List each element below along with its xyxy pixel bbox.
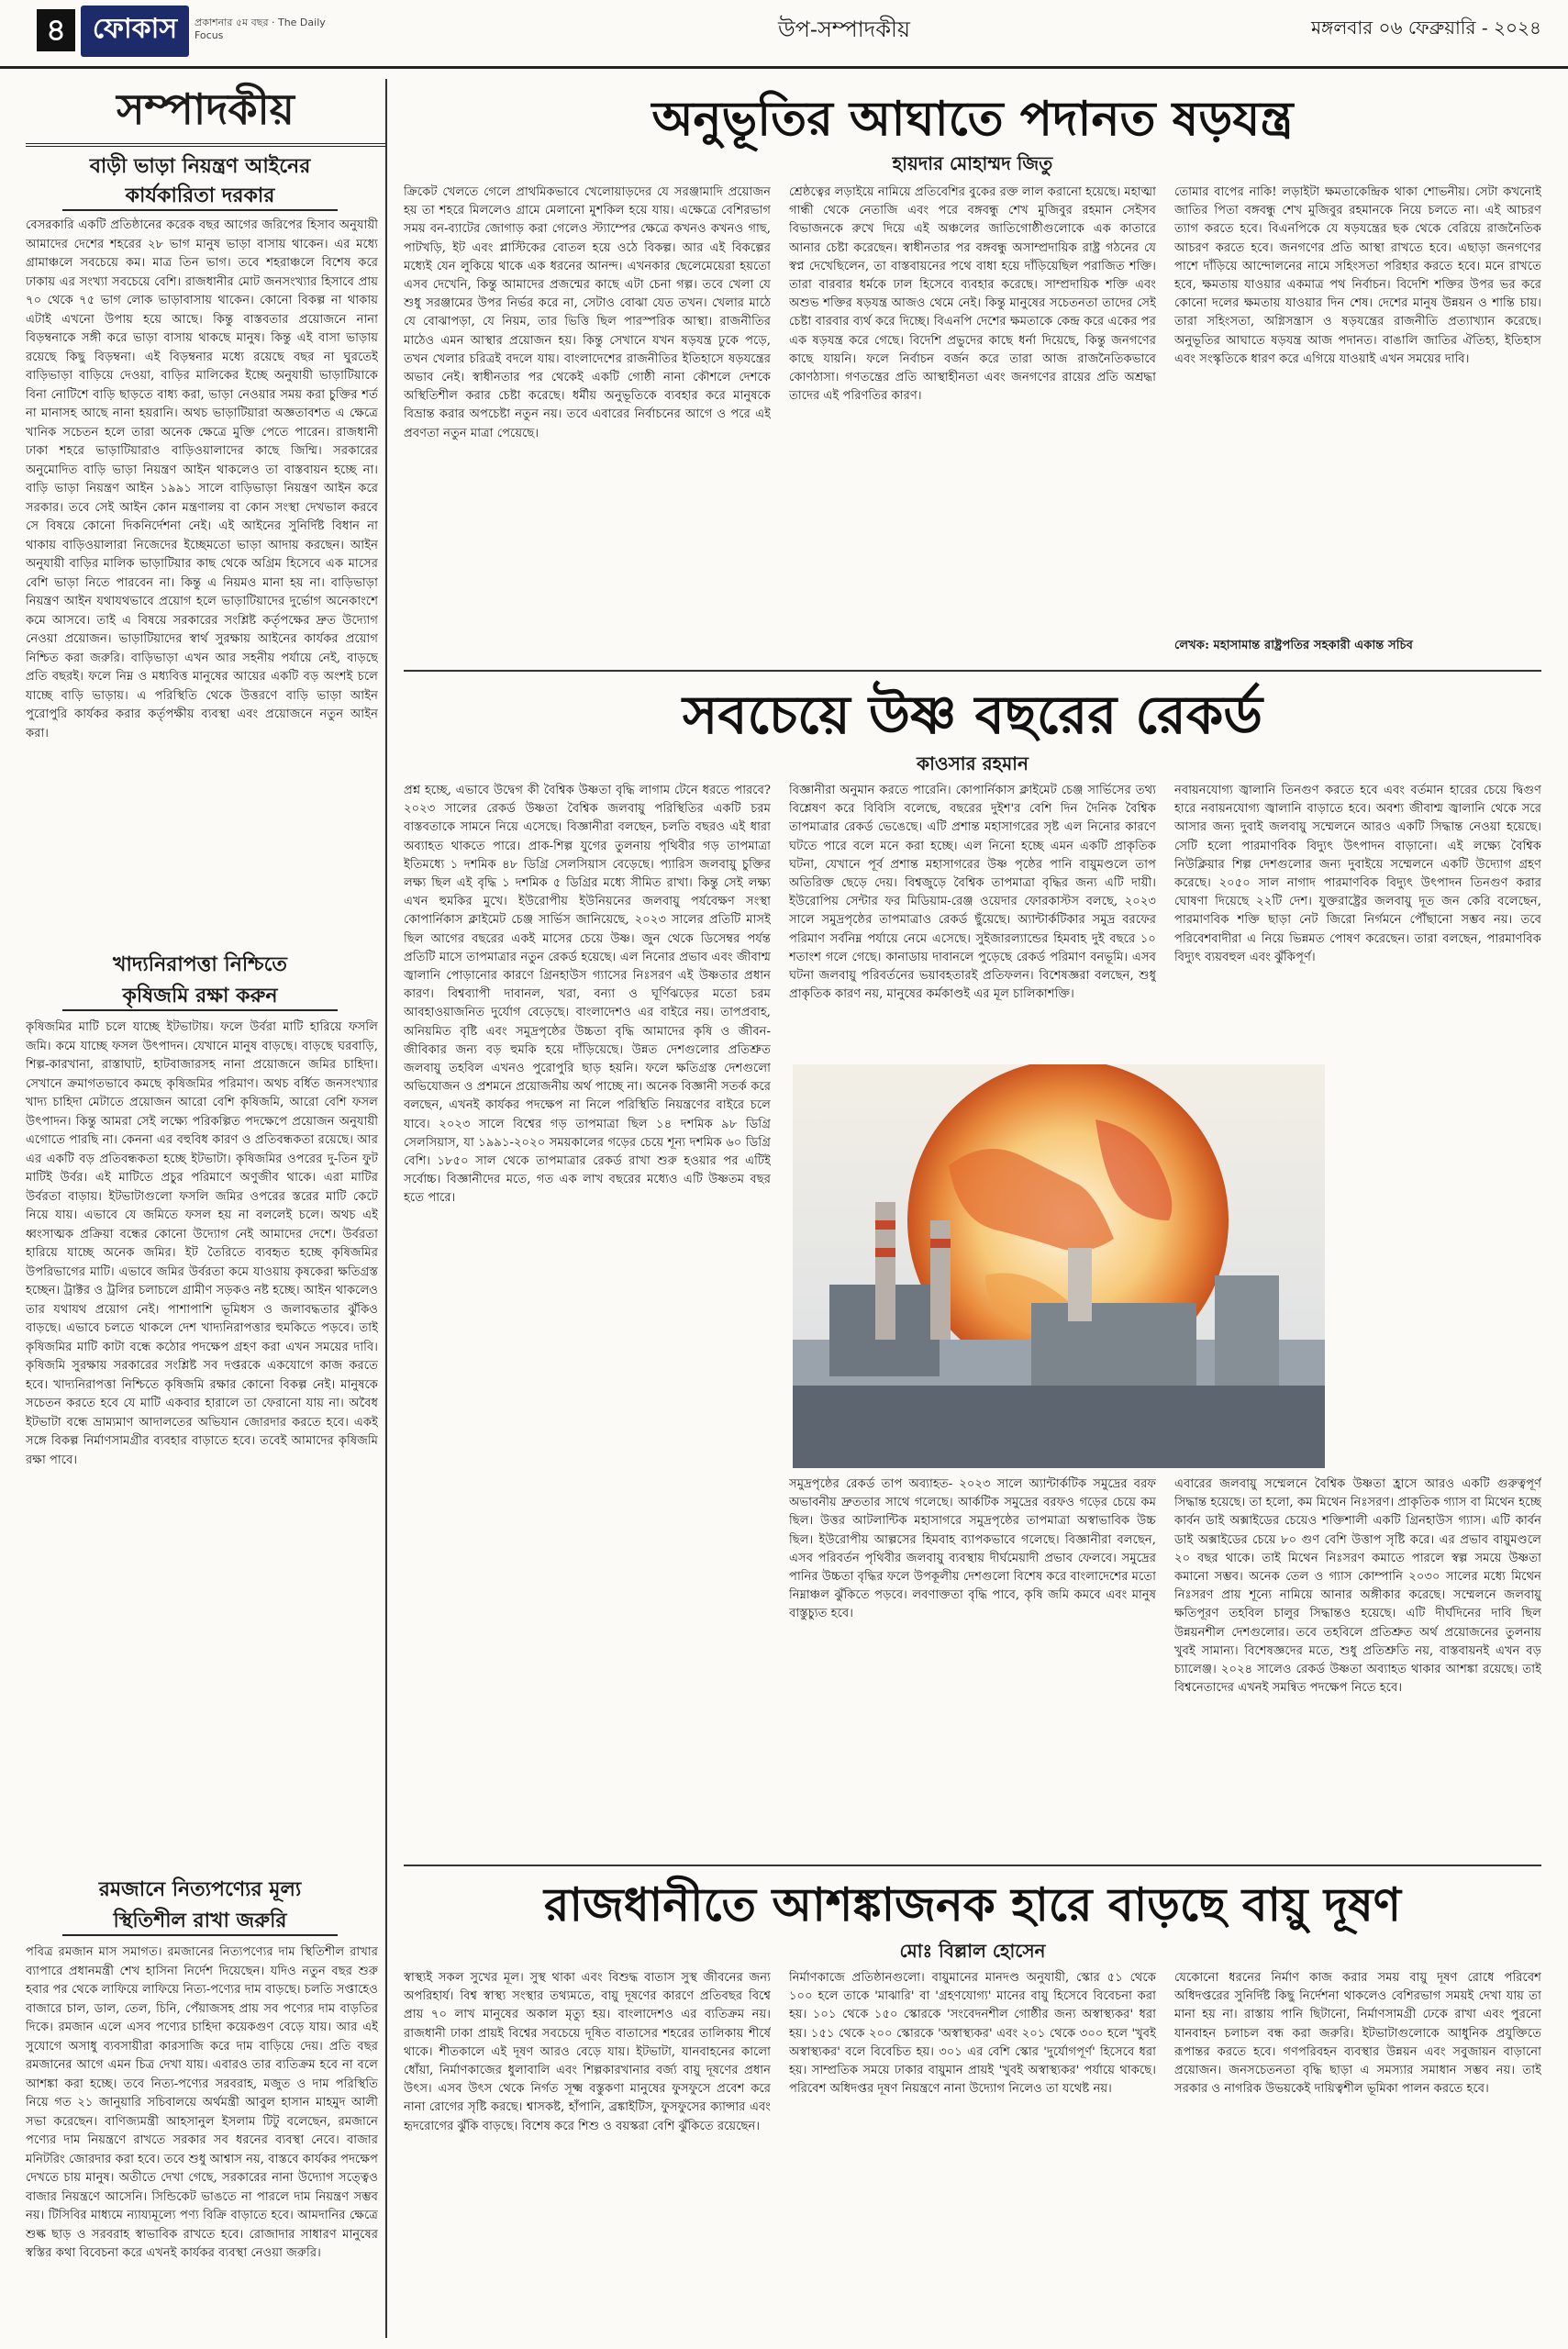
editorial-1-title-line1: বাড়ী ভাড়া নিয়ন্ত্রণ আইনের (89, 154, 311, 178)
article-3-col-1: স্বাস্থ্যই সকল সুখের মূল। সুস্থ থাকা এবং বিশুদ্ধ বাতাস সুস্থ জীবনের জন্য অপরিহার্য। বিশ্ব স্বাস্থ্য সংস্থার তথ্যমতে, বায়ু দূষণের কারণে প্রতিবছর বিশ্বে প্রায় ৭০ লাখ মানুষের অকাল মৃত্যু হয়। বাংলাদেশও এর ব্যতিক্রম নয়। রাজধানী ঢাকা প্রায়ই বিশ্বের সবচেয়ে দূষিত বাতাসের শহরের তালিকায় শীর্ষে থাকে। শীতকালে এই দূষণ আরও বেড়ে যায়। ইটভাটা, যানবাহনের কালো ধোঁয়া, নির্মাণকাজের ধুলাবালি এবং শিল্পকারখানার বর্জ্য বায়ু দূষণের প্রধান উৎস। এসব উৎস থেকে নির্গত সূক্ষ্ম বস্তুকণা মানুষের ফুসফুসে প্রবেশ করে নানা রোগের সৃষ্টি করছে। শ্বাসকষ্ট, হাঁপানি, ব্রঙ্কাইটিস, ফুসফুসের ক্যান্সার এবং হৃদরোগের ঝুঁকি বাড়ছে। বিশেষ করে শিশু ও বয়স্করা বেশি ঝুঁকিতে রয়েছেন। (404, 1971, 771, 2133)
editorial-1-body: বেসরকারি একটি প্রতিষ্ঠানের করেক বছর আগের জরিপের হিসাব অনুযায়ী আমাদের দেশের শহরের ২৮ ভাগ মানুষ ভাড়া বাসায় থাকেন। এর মধ্যে গ্রামাঞ্চলে সবচেয়ে কম। মাত্র তিন ভাগ। তবে শহরাঞ্চলে বিশেষ করে ঢাকায় এর সংখ্যা সবচেয়ে বেশি। রাজধানীর মোট জনসংখ্যার হিসাবে প্রায় ৭০ থেকে ৭৫ ভাগ লোক ভাড়াবাসায় থাকেন। কোনো বিকল্প না থাকায় এটাই এখনো উপায় হয়ে আছে। কিন্তু বাস্তবতার প্রয়োজনে নানা বিড়ম্বনাকে সঙ্গী করে ভাড়া বাসায় থাকছে মানুষ। কিন্তু এই বাসা ভাড়ায় রয়েছে কিছু বিড়ম্বনা। এই বিড়ম্বনার মধ্যে রয়েছে বছর না ঘুরতেই বাড়িভাড়া বাড়িয়ে দেওয়া, বাড়ির মালিকের ইচ্ছে অনুযায়ী ভাড়াটিয়াকে বিনা নোটিশে বাড়ি ছাড়তে বাধ্য করা, ভাড়া নেওয়ার সময় করা চুক্তির শর্ত না মানাসহ আছে নানা হয়রানি। অথচ ভাড়াটিয়ারা অজ্ঞতাবশত এ ক্ষেত্রে খানিক সচেতন হলে তারা অনেক ক্ষেত্রে মুক্তি পেতে পারেন। রাজধানী ঢাকা শহরে ভাড়াটিয়ারাও বাড়িওয়ালাদের কাছে জিম্মি। সরকারের অনুমোদিত বাড়ি ভাড়া নিয়ন্ত্রণ আইন থাকলেও তা বাস্তবায়ন হচ্ছে না। বাড়ি ভাড়া নিয়ন্ত্রণ আইন ১৯৯১ সালে বাড়িভাড়া নিয়ন্ত্রণ আইন করে সরকার। তবে সেই আইন কোন মন্ত্রণালয় বা কোন সংস্থা দেখভাল করবে সে বিষয়ে কোনো দিকনির্দেশনা নেই। এই আইনের সুনির্দিষ্ট বিধান না থাকায় বাড়িওয়ালারা নিজেদের ইচ্ছেমতো ভাড়া আদায় করছেন। আইন অনুযায়ী বাড়ির মালিক ভাড়াটিয়ার কাছ থেকে অগ্রিম হিসেবে এক মাসের বেশি ভাড়া নিতে পারবেন না। কিন্তু এ নিয়মও মানা হয় না। বাড়িভাড়া নিয়ন্ত্রণ আইন যথাযথভাবে প্রয়োগ হলে ভাড়াটিয়াদের দুর্ভোগ অনেকাংশে কমে আসবে। তাই এ বিষয়ে সরকারের সংশ্লিষ্ট কর্তৃপক্ষের দ্রুত উদ্যোগ নেওয়া প্রয়োজন। ভাড়াটিয়াদের স্বার্থ সুরক্ষায় আইনের কার্যকর প্রয়োগ নিশ্চিত করা জরুরি। বাড়িভাড়া এখন আর সহনীয় পর্যায়ে নেই, বাড়ছে প্রতি বছরই। ফলে নিম্ন ও মধ্যবিত্ত মানুষের আয়ের একটি বড় অংশই চলে যাচ্ছে বাড়ি ভাড়ায়। এ পরিস্থিতি থেকে উত্তরণে বাড়ি ভাড়া আইন পুরোপুরি কার্যকর করার কর্তৃপক্ষীয় ব্যবস্থা এবং প্রয়োজনে নতুন আইন করা। (26, 218, 378, 740)
article-2-col-3: নবায়নযোগ্য জ্বালানি তিনগুণ করতে হবে এবং বর্তমান হারের চেয়ে দ্বিগুণ হারে নবায়নযোগ্য জ্বালানি বাড়াতে হবে। অবশ্য জীবাশ্ম জ্বালানি থেকে সরে আসার জন্য দুবাই জলবায়ু সম্মেলনে আরও একটি সিদ্ধান্ত নেওয়া হয়েছে। সেটি হলো পারমাণবিক বিদ্যুৎ উৎপাদন বাড়ানো। এই লক্ষ্যে বৈশ্বিক নিউক্লিয়ার শিল্প দেশগুলোর জন্য দুবাইয়ে সম্মেলনে একটি উদ্যোগ গ্রহণ করেছে। ২০৫০ সাল নাগাদ পারমাণবিক বিদ্যুৎ উৎপাদন তিনগুণ করার ঘোষণা দিয়েছে ২২টি দেশ। যুক্তরাষ্ট্রের জলবায়ু দূত জন কেরি বলেছেন, পারমাণবিক শক্তি ছাড়া নেট জিরো নির্গমনে পৌঁছানো সম্ভব নয়। তবে পরিবেশবাদীরা এ নিয়ে ভিন্নমত পোষণ করেছেন। তারা বলছেন, পারমাণবিক বিদ্যুৎ ব্যয়বহুল এবং ঝুঁকিপূর্ণ। (1174, 784, 1541, 964)
newspaper-logo[interactable]: ফোকাস (81, 6, 189, 57)
article-1-headline[interactable]: অনুভূতির আঘাতে পদানত ষড়যন্ত্র (651, 91, 1294, 147)
article-2-col-2b: সমুদ্রপৃষ্ঠের রেকর্ড তাপ অব্যাহত- ২০২৩ সালে অ্যান্টার্কটিক সমুদ্রের বরফ অভাবনীয় দ্রুততার সাথে গলেছে। আর্কটিক সমুদ্রের বরফও গড়ের চেয়ে কম ছিল। উত্তর আটলান্টিক মহাসাগরে সমুদ্রপৃষ্ঠের তাপমাত্রা অস্বাভাবিক উচ্চ ছিল। ইউরোপীয় আল্পসের হিমবাহ ব্যাপকভাবে গলেছে। বিজ্ঞানীরা বলছেন, এসব পরিবর্তন পৃথিবীর জলবায়ু ব্যবস্থায় দীর্ঘমেয়াদী প্রভাব ফেলবে। সমুদ্রের পানির উচ্চতা বৃদ্ধির ফলে উপকূলীয় দেশগুলো বিশেষ করে বাংলাদেশের মতো নিম্নাঞ্চল ঝুঁকিতে পড়বে। লবণাক্ততা বৃদ্ধি পাবে, কৃষি জমি কমবে এবং মানুষ বাস্তুচ্যুত হবে। (789, 1477, 1156, 1621)
climate-illustration (793, 1064, 1325, 1468)
article-3-headline[interactable]: রাজধানীতে আশঙ্কাজনক হারে বাড়ছে বায়ু দূষণ (544, 1877, 1401, 1932)
editorial-column (26, 79, 387, 2338)
article-3-byline: মোঃ বিল্লাল হোসেন (899, 1940, 1046, 1962)
page-number: ৪ (37, 9, 75, 51)
newspaper-tagline: প্রকাশনার ৫ম বছর · The Daily Focus (195, 17, 326, 41)
editorial-3-title-line2: স্থিতিশীল রাখা জরুরি (62, 1907, 338, 1936)
section-title: উপ-সম্পাদকীয় (777, 17, 911, 42)
article-2-col-1: প্রশ্ন হচ্ছে, এভাবে উদ্বেগ কী বৈশ্বিক উষ্ণতা বৃদ্ধি লাগাম টেনে ধরতে পারবে? ২০২৩ সালের রেকর্ড উষ্ণতা বৈশ্বিক জলবায়ু পরিস্থিতির একটি চরম বাস্তবতাকে সামনে নিয়ে এসেছে। বিজ্ঞানীরা বলছেন, চলতি বছরও এই ধারা অব্যাহত থাকতে পারে। প্রাক-শিল্প যুগের তুলনায় পৃথিবীর গড় তাপমাত্রা ইতিমধ্যে ১ দশমিক ৪৮ ডিগ্রি সেলসিয়াস বেড়েছে। প্যারিস জলবায়ু চুক্তির লক্ষ্য ছিল এই বৃদ্ধি ১ দশমিক ৫ ডিগ্রির মধ্যে সীমিত রাখা। কিন্তু সেই লক্ষ্য এখন হুমকির মুখে। ইউরোপীয় ইউনিয়নের জলবায়ু পর্যবেক্ষণ সংস্থা কোপার্নিকাস ক্লাইমেট চেঞ্জ সার্ভিস জানিয়েছে, ২০২৩ সালের প্রতিটি মাসই ছিল আগের বছরের একই মাসের চেয়ে উষ্ণ। জুন থেকে ডিসেম্বর পর্যন্ত প্রতিটি মাসে তাপমাত্রার নতুন রেকর্ড হয়েছে। এল নিনোর প্রভাব এবং জীবাশ্ম জ্বালানি পোড়ানোর কারণে গ্রিনহাউস গ্যাসের নিঃসরণ এই উষ্ণতার প্রধান কারণ। বিশ্বব্যাপী দাবানল, খরা, বন্যা ও ঘূর্ণিঝড়ের মতো চরম আবহাওয়াজনিত দুর্যোগ বেড়েছে। বাংলাদেশও এর বাইরে নয়। তাপপ্রবাহ, অনিয়মিত বৃষ্টি এবং সমুদ্রপৃষ্ঠের উচ্চতা বৃদ্ধি আমাদের কৃষি ও জীবন-জীবিকার জন্য বড় হুমকি হয়ে দাঁড়িয়েছে। উন্নত দেশগুলোর প্রতিশ্রুত জলবায়ু তহবিল এখনও পুরোপুরি ছাড় হয়নি। ফলে ক্ষতিগ্রস্ত দেশগুলো অভিযোজন ও প্রশমনে প্রয়োজনীয় অর্থ পাচ্ছে না। অনেক বিজ্ঞানী সতর্ক করে বলছেন, এখনই কার্যকর পদক্ষেপ না নিলে পরিস্থিতি নিয়ন্ত্রণের বাইরে চলে যাবে। ২০২৩ সালে বিশ্বের গড় তাপমাত্রা ছিল ১৪ দশমিক ৯৮ ডিগ্রি সেলসিয়াস, যা ১৯৯১-২০২০ সময়কালের গড়ের চেয়ে শূন্য দশমিক ৬০ ডিগ্রি বেশি। ১৮৫০ সাল থেকে তাপমাত্রার রেকর্ড রাখা শুরু হওয়ার পর এটিই সর্বোচ্চ। বিজ্ঞানীদের মতে, গত এক লাখ বছরের মধ্যেও এটি উষ্ণতম বছর হতে পারে। (404, 784, 771, 1206)
article-1-byline: হায়দার মোহাম্মদ জিতু (892, 152, 1053, 174)
article-2-col-3b: এবারের জলবায়ু সম্মেলনে বৈশ্বিক উষ্ণতা হ্রাসে আরও একটি গুরুত্বপূর্ণ সিদ্ধান্ত হয়েছে। তা হলো, কম মিথেন নিঃসরণ। প্রাকৃতিক গ্যাস বা মিথেন হচ্ছে কার্বন ডাই অক্সাইডের চেয়েও শক্তিশালী একটি গ্রিনহাউস গ্যাস। এটি কার্বন ডাই অক্সাইডের চেয়ে ৮০ গুণ বেশি উত্তাপ সৃষ্টি করে। এর প্রভাব বায়ুমণ্ডলে ২০ বছর থাকে। তাই মিথেন নিঃসরণ কমাতে পারলে স্বল্প সময়ে উষ্ণতা কমানো সম্ভব। অনেক তেল ও গ্যাস কোম্পানি ২০৩০ সালের মধ্যে মিথেন নিঃসরণ প্রায় শূন্যে নামিয়ে আনার অঙ্গীকার করেছে। সম্মেলনে জলবায়ু ক্ষতিপূরণ তহবিল চালুর সিদ্ধান্তও হয়েছে। এটি দীর্ঘদিনের দাবি ছিল উন্নয়নশীল দেশগুলোর। তবে তহবিলে প্রতিশ্রুত অর্থ প্রয়োজনের তুলনায় খুবই সামান্য। বিশেষজ্ঞদের মতে, শুধু প্রতিশ্রুতি নয়, বাস্তবায়নই এখন বড় চ্যালেঞ্জ। ২০২৪ সালেও রেকর্ড উষ্ণতা অব্যাহত থাকার আশঙ্কা রয়েছে। তাই বিশ্বনেতাদের এখনই সমন্বিত পদক্ষেপ নিতে হবে। (1174, 1477, 1541, 1696)
article-2-byline: কাওসার রহমান (917, 752, 1029, 774)
globe-factory-icon (793, 1064, 1325, 1468)
editorial-banner: সম্পাদকীয় (26, 79, 385, 147)
article-1-author-note: লেখক: মহাসামান্ত রাষ্ট্রপতির সহকারী একান্ত সচিব (1174, 639, 1413, 652)
article-2-col-2: বিজ্ঞানীরা অনুমান করতে পারেনি। কোপার্নিকাস ক্লাইমেট চেঞ্জ সার্ভিসের তথ্য বিশ্লেষণ করে বিবিসি বলেছে, বছরের দুইশ'র বেশি দিন দৈনিক বৈশ্বিক তাপমাত্রার রেকর্ড ভেঙেছে। এটি প্রশান্ত মহাসাগরের সৃষ্ট এল নিনোর কারণে ঘটতে পারে বলে মনে করা হচ্ছে। এল নিনো হচ্ছে এমন একটি প্রাকৃতিক ঘটনা, যেখানে পূর্ব প্রশান্ত মহাসাগরের উষ্ণ পৃষ্ঠের পানি বায়ুমণ্ডলে তাপ অতিরিক্ত ছেড়ে দেয়। বিশ্বজুড়ে বৈশ্বিক তাপমাত্রা বৃদ্ধির জন্য এটি দায়ী। ইউরোপিয় সেন্টার ফর মিডিয়াম-রেঞ্জ ওয়েদার ফোরকাস্টস বলছে, ২০২৩ সালে সমুদ্রপৃষ্ঠের তাপমাত্রাও রেকর্ড ছুঁয়েছে। অ্যান্টার্কটিকার সমুদ্র বরফের পরিমাণ সর্বনিম্ন পর্যায়ে নেমে এসেছে। সুইজারল্যান্ডের হিমবাহ দুই বছরে ১০ শতাংশ গলে গেছে। কানাডায় দাবানলে পুড়েছে রেকর্ড পরিমাণ বনভূমি। এসব ঘটনা জলবায়ু পরিবর্তনের ভয়াবহতারই প্রতিফলন। বিশেষজ্ঞরা বলছেন, শুধু প্রাকৃতিক কারণ নয়, মানুষের কর্মকাণ্ডই এর মূল চালিকাশক্তি। (789, 784, 1156, 1002)
editorial-3-body: পবিত্র রমজান মাস সমাগত। রমজানের নিত্যপণ্যের দাম স্থিতিশীল রাখার ব্যাপারে প্রধানমন্ত্রী শেখ হাসিনা নির্দেশ দিয়েছেন। যদিও নতুন বছর শুরু হবার পর থেকে লাফিয়ে লাফিয়ে নিত্য-পণ্যের দাম বাড়ছে। চলতি সপ্তাহেও বাজারে চাল, ডাল, তেল, চিনি, পেঁয়াজসহ প্রায় সব পণ্যের দাম বাড়তির দিকে। রমজান এলে এসব পণ্যের চাহিদা কয়েকগুণ বেড়ে যায়। আর এই সুযোগে অসাধু ব্যবসায়ীরা কারসাজি করে দাম বাড়িয়ে দেয়। প্রতি বছর রমজানের আগে এমন চিত্র দেখা যায়। এবারও তার ব্যতিক্রম হবে না বলে আশঙ্কা করা হচ্ছে। তবে নিত্য-পণ্যের সরবরাহ, মজুত ও দাম পরিস্থিতি নিয়ে গত ২১ জানুয়ারি সচিবালয়ে অর্থমন্ত্রী আবুল হাসান মাহমুদ আলী সভা করেছেন। বাণিজ্যমন্ত্রী আহসানুল ইসলাম টিটু বলেছেন, রমজানে পণ্যের দাম নিয়ন্ত্রণে রাখতে সরকার সব ধরনের ব্যবস্থা নেবে। বাজার মনিটরিং জোরদার করা হবে। তবে শুধু আশ্বাস নয়, বাস্তবে কার্যকর পদক্ষেপ দেখতে চায় মানুষ। অতীতে দেখা গেছে, সরকারের নানা উদ্যোগ সত্ত্বেও বাজার নিয়ন্ত্রণে আসেনি। সিন্ডিকেট ভাঙতে না পারলে দাম নিয়ন্ত্রণ সম্ভব নয়। টিসিবির মাধ্যমে ন্যায্যমূল্যে পণ্য বিক্রি বাড়াতে হবে। আমদানির ক্ষেত্রে শুল্ক ছাড় ও সরবরাহ স্বাভাবিক রাখতে হবে। রোজাদার সাধারণ মানুষের স্বস্তির কথা বিবেচনা করে এখনই কার্যকর ব্যবস্থা নেওয়া জরুরি। (26, 1945, 378, 2260)
article-3-col-2: নির্মাণকাজে প্রতিষ্ঠানগুলো। বায়ুমানের মানদণ্ড অনুযায়ী, স্কোর ৫১ থেকে ১০০ হলে তাকে 'মাঝারি' বা 'গ্রহণযোগ্য' মানের বায়ু হিসেবে বিবেচনা করা হয়। ১০১ থেকে ১৫০ স্কোরকে 'সংবেদনশীল গোষ্ঠীর জন্য অস্বাস্থ্যকর' ধরা হয়। ১৫১ থেকে ২০০ স্কোরকে 'অস্বাস্থ্যকর' এবং ২০১ থেকে ৩০০ হলে 'খুবই অস্বাস্থ্যকর' বলে বিবেচিত হয়। ৩০১ এর বেশি স্কোর 'দুর্যোগপূর্ণ' হিসেবে ধরা হয়। সাম্প্রতিক সময়ে ঢাকার বায়ুমান প্রায়ই 'খুবই অস্বাস্থ্যকর' পর্যায়ে থাকছে। পরিবেশ অধিদপ্তর দূষণ নিয়ন্ত্রণে নানা উদ্যোগ নিলেও তা যথেষ্ট নয়। (789, 1971, 1156, 2097)
article-1-col-3: তোমার বাপের নাকি! লড়াইটা ক্ষমতাকেন্দ্রিক থাকা শোভনীয়। সেটা কখনোই জাতির পিতা বঙ্গবন্ধু শেখ মুজিবুর রহমানকে নিয়ে চলতে না। এই আচরণ ত্যাগ করতে হবে। বিএনপিকে যে ষড়যন্ত্রের ছক থেকে বেরিয়ে রাজনৈতিক আচরণ করতে হবে। জনগণের প্রতি আস্থা রাখতে হবে। এছাড়া জনগণের পাশে দাঁড়িয়ে আন্দোলনের নামে সহিংসতা পরিহার করতে হবে। মনে রাখতে হবে, ক্ষমতায় যাওয়ার একমাত্র পথ নির্বাচন। বিদেশি শক্তির উপর ভর করে কোনো দলের ক্ষমতায় যাওয়ার দিন শেষ। দেশের মানুষ উন্নয়ন ও শান্তি চায়। তারা সহিংসতা, অগ্নিসন্ত্রাস ও ষড়যন্ত্রের রাজনীতি প্রত্যাখ্যান করেছে। অনুভূতির আঘাতে ষড়যন্ত্র আজ পদানত। বাঙালি জাতির ঐতিহ্য, ইতিহাস এবং সংস্কৃতিকে ধারণ করে এগিয়ে যাওয়াই এখন সময়ের দাবি। (1174, 185, 1541, 366)
editorial-2-title-line1: খাদ্যনিরাপত্তা নিশ্চিতে (113, 952, 287, 976)
article-1-col-2: শ্রেষ্ঠত্বের লড়াইয়ে নামিয়ে প্রতিবেশির বুকের রক্ত লাল করানো হয়েছে। মহাত্মা গান্ধী থেকে নেতাজি এবং পরে বঙ্গবন্ধু শেখ মুজিবুর রহমান সেইসব বিভাজনকে রুখে দিয়ে এই অঞ্চলের জাতিগোষ্ঠীগুলোকে এক কাতারে আনার চেষ্টা করেছেন। স্বাধীনতার পর বঙ্গবন্ধু অসাম্প্রদায়িক রাষ্ট্র গঠনের যে স্বপ্ন দেখেছিলেন, তা বাস্তবায়নের পথে বাধা হয়ে দাঁড়িয়েছিল পরাজিত শক্তি। তারা বারবার ধর্মকে ঢাল হিসেবে ব্যবহার করেছে। সাম্প্রদায়িক শক্তি এবং অশুভ শক্তির ষড়যন্ত্র আজও থেমে নেই। কিন্তু মানুষের সচেতনতা তাদের সেই চেষ্টা বারবার ব্যর্থ করে দিচ্ছে। বিএনপি দেশের ক্ষমতাকে কেন্দ্র করে একের পর এক ষড়যন্ত্র করে গেছে। বিদেশি প্রভুদের কাছে ধর্না দিয়েছে, কিন্তু জনগণের কাছে যায়নি। ফলে নির্বাচন বর্জন করে তারা আজ রাজনৈতিকভাবে কোণঠাসা। গণতন্ত্রের প্রতি আস্থাহীনতা এবং জনগণের রায়ের প্রতি অশ্রদ্ধা তাদের এই পরিণতির কারণ। (789, 185, 1156, 404)
article-2-headline[interactable]: সবচেয়ে উষ্ণ বছরের রেকর্ড (682, 684, 1263, 746)
editorial-2-body: কৃষিজমির মাটি চলে যাচ্ছে ইটভাটায়। ফলে উর্বরা মাটি হারিয়ে ফসলি জমি। কমে যাচ্ছে ফসল উৎপাদন। যেখানে মানুষ বাড়ছে। বাড়ছে ঘরবাড়ি, শিল্প-কারখানা, রাস্তাঘাট, হাটবাজারসহ নানা প্রয়োজনে জমির চাহিদা। সেখানে ক্রমাগতভাবে কমছে কৃষিজমির পরিমাণ। অথচ বর্ধিত জনসংখ্যার খাদ্য চাহিদা মেটাতে প্রয়োজন আরো বেশি কৃষিজমি, আরো বেশি ফসল উৎপাদন। কিন্তু আমরা সেই লক্ষ্যে পরিকল্পিত পদক্ষেপে প্রয়োজন অনুযায়ী এগোতে পারছি না। কেননা এর বহুবিধ কারণ ও প্রতিবন্ধকতা রয়েছে। আর এর একটি বড় প্রতিবন্ধকতা হচ্ছে ইটভাটা। কৃষিজমির ওপরের দু-তিন ফুট মাটিই উর্বর। এই মাটিতে প্রচুর পরিমাণে অণুজীব থাকে। এরা মাটির উর্বরতা বাড়ায়। ইটভাটাগুলো ফসলি জমির ওপরের স্তরের মাটি কেটে নিয়ে যায়। এভাবে যে জমিতে ফসল হয় না বললেই চলে। অথচ এই ধ্বংসাত্মক প্রক্রিয়া বন্ধের কোনো উদ্যোগ নেই আমাদের দেশে। উর্বরতা হারিয়ে যাচ্ছে অনেক জমির। ইট তৈরিতে ব্যবহৃত হচ্ছে কৃষিজমির উপরিভাগের মাটি। এভাবে জমির উর্বরতা কমে যাওয়ায় কৃষকেরা ক্ষতিগ্রস্ত হচ্ছেন। ট্রাক্টর ও ট্রলির চলাচলে গ্রামীণ সড়কও নষ্ট হচ্ছে। আইন থাকলেও তার যথাযথ প্রয়োগ নেই। পাশাপাশি ভূমিধস ও জলাবদ্ধতার ঝুঁকিও বাড়ছে। এভাবে চলতে থাকলে দেশ খাদ্যনিরাপত্তার হুমকিতে পড়বে। তাই কৃষিজমির মাটি কাটা বন্ধে কঠোর পদক্ষেপ গ্রহণ করা এখন সময়ের দাবি। কৃষিজমি সুরক্ষায় সরকারের সংশ্লিষ্ট সব দপ্তরকে একযোগে কাজ করতে হবে। খাদ্যনিরাপত্তা নিশ্চিতে কৃষিজমি রক্ষার কোনো বিকল্প নেই। মানুষকে সচেতন করতে হবে যে মাটি একবার হারালে তা ফেরানো যায় না। অবৈধ ইটভাটা বন্ধে ভ্রাম্যমাণ আদালতের অভিযান জোরদার করতে হবে। একই সঙ্গে বিকল্প নির্মাণসামগ্রীর ব্যবহার বাড়াতে হবে। তবেই আমাদের কৃষিজমি রক্ষা পাবে। (26, 1020, 378, 1467)
article-divider (404, 1865, 1541, 1866)
editorial-3-title-line1: রমজানে নিত্যপণ্যের মূল্য (98, 1877, 302, 1901)
article-divider (404, 670, 1541, 672)
page-header (0, 0, 1568, 69)
editorial-1-title-line2: কার্যকারিতা দরকার (62, 182, 338, 211)
issue-date: মঙ্গলবার ০৬ ফেব্রুয়ারি - ২০২৪ (1310, 17, 1541, 39)
editorial-2-title-line2: কৃষিজমি রক্ষা করুন (62, 982, 338, 1011)
article-3-col-3: যেকোনো ধরনের নির্মাণ কাজ করার সময় বায়ু দূষণ রোধে পরিবেশ অধিদপ্তরের সুনির্দিষ্ট কিছু নির্দেশনা থাকলেও বেশিরভাগ সময়ই দেখা যায় তা মানা হয় না। রাস্তায় পানি ছিটানো, নির্মাণসামগ্রী ঢেকে রাখা এবং পুরনো যানবাহন চলাচল বন্ধ করা জরুরি। ইটভাটাগুলোকে আধুনিক প্রযুক্তিতে রূপান্তর করতে হবে। গণপরিবহন ব্যবস্থার উন্নয়ন এবং সবুজায়ন বাড়ানো প্রয়োজন। জনসচেতনতা বৃদ্ধি ছাড়া এ সমস্যার সমাধান সম্ভব নয়। তাই সরকার ও নাগরিক উভয়কেই দায়িত্বশীল ভূমিকা পালন করতে হবে। (1174, 1971, 1541, 2097)
article-1-col-1: ক্রিকেট খেলতে গেলে প্রাথমিকভাবে খেলোয়াড়দের যে সরঞ্জামাদি প্রয়োজন হয় তা শহরে মিললেও গ্রামে মেলানো মুশকিল হয়ে যায়। এক্ষেত্রে বেশিরভাগ সময় বন-ব্যাটের জোগাড় করা গেলেও স্ট্যাম্পের ক্ষেত্রে কখনও কখনও গাছ, পাটখড়ি, ইট এবং প্লাস্টিকের বোতল হয়ে ওঠে বিকল্প। আর এই বিকল্পের মধ্যেই যেন লুকিয়ে থাকে এক ধরনের আনন্দ। এখনকার ছেলেমেয়েরা হয়তো এসব দেখেনি, কিন্তু আমাদের প্রজন্মের কাছে এটা চেনা গল্প। তবে খেলা যে শুধু সরঞ্জামের উপর নির্ভর করে না, সেটাও বোঝা যেত তখন। খেলার মাঠে যে বোঝাপড়া, যে নিয়ম, তার ভিত্তি ছিল পারস্পরিক আস্থা। রাজনীতির মাঠেও এমন আস্থার প্রয়োজন হয়। কিন্তু সেখানে যখন ষড়যন্ত্র ঢুকে পড়ে, তখন খেলার চরিত্রই বদলে যায়। বাংলাদেশের রাজনীতির ইতিহাসে ষড়যন্ত্রের অভাব নেই। স্বাধীনতার পর থেকেই একটি গোষ্ঠী নানা কৌশলে দেশকে অস্থিতিশীল করার চেষ্টা করেছে। ধর্মীয় অনুভূতিকে ব্যবহার করে মানুষকে বিভ্রান্ত করার অপচেষ্টা নতুন নয়। তবে এবারের নির্বাচনের আগে ও পরে এই প্রবণতা নতুন মাত্রা পেয়েছে। (404, 185, 771, 440)
